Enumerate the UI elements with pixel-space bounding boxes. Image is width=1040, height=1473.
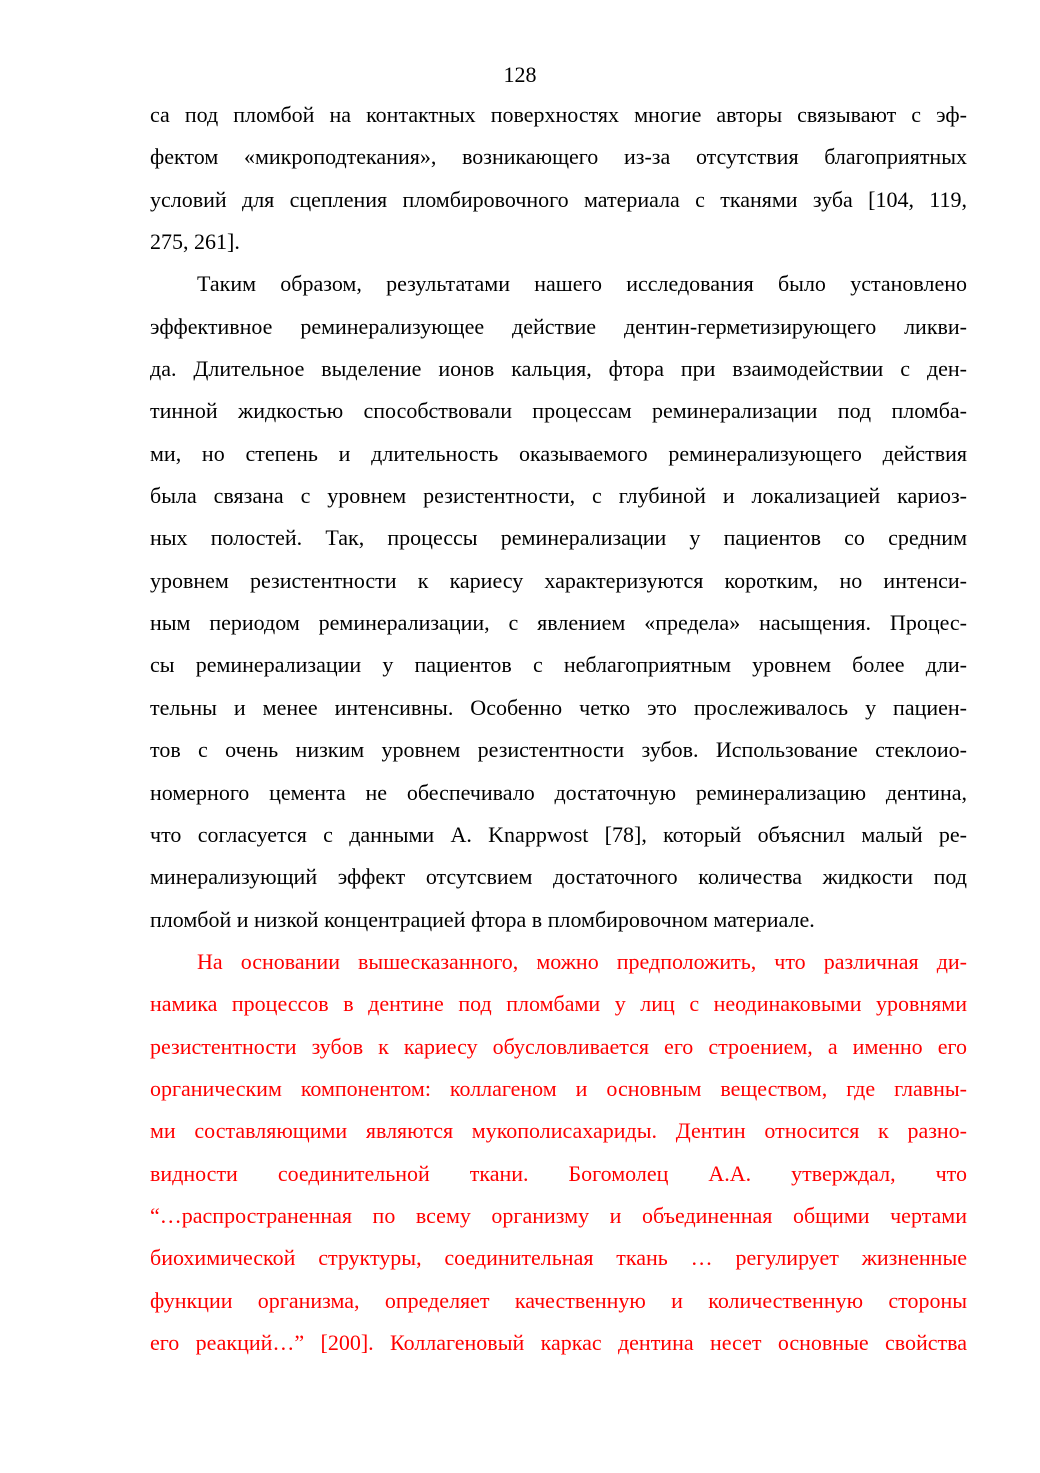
text-line: что согласуется с данными A. Knappwost [78], который объяснил малый ре- bbox=[150, 821, 967, 847]
text-line: ми составляющими являются мукополисахариды. Дентин относится к разно- bbox=[150, 1118, 967, 1144]
text-line: сы реминерализации у пациентов с неблагоприятным уровнем более дли- bbox=[150, 652, 967, 678]
text-line: намика процессов в дентине под пломбами у лиц с неодинаковыми уровнями bbox=[150, 991, 967, 1017]
text-line: ным периодом реминерализации, с явлением «предела» насыщения. Процес- bbox=[150, 610, 967, 636]
text-line: да. Длительное выделение ионов кальция, фтора при взаимодействии с ден- bbox=[150, 356, 967, 382]
text-line: са под пломбой на контактных поверхностях многие авторы связывают с эф- bbox=[150, 102, 967, 127]
text-line: ми, но степень и длительность оказываемого реминерализующего действия bbox=[150, 440, 967, 466]
text-line: тов с очень низким уровнем резистентности зубов. Использование стеклоио- bbox=[150, 737, 967, 763]
text-line: На основании вышесказанного, можно предположить, что различная ди- bbox=[197, 948, 967, 974]
text-line: 275, 261]. bbox=[150, 229, 240, 255]
text-line: номерного цемента не обеспечивало достаточную реминерализацию дентина, bbox=[150, 779, 967, 805]
paragraph-2 bbox=[150, 263, 967, 941]
body-text bbox=[150, 94, 967, 1364]
paragraph-1 bbox=[150, 94, 967, 263]
text-line: тинной жидкостью способствовали процессам реминерализации под пломба- bbox=[150, 398, 967, 424]
text-line: уровнем резистентности к кариесу характеризуются коротким, но интенси- bbox=[150, 567, 967, 593]
text-line: “…распространенная по всему организму и объединенная общими чертами bbox=[150, 1202, 967, 1228]
text-line: условий для сцепления пломбировочного материала с тканями зуба [104, 119, bbox=[150, 186, 967, 212]
text-line: органическим компонентом: коллагеном и основным веществом, где главны- bbox=[150, 1075, 967, 1101]
text-line: пломбой и низкой концентрацией фтора в пломбировочном материале. bbox=[150, 906, 815, 932]
text-line: функции организма, определяет качественную и количественную стороны bbox=[150, 1287, 967, 1313]
text-line: была связана с уровнем резистентности, с глубиной и локализацией кариоз- bbox=[150, 483, 967, 509]
text-line: его реакций…” [200]. Коллагеновый каркас дентина несет основные свойства bbox=[150, 1329, 967, 1355]
text-line: фектом «микроподтекания», возникающего из-за отсутствия благоприятных bbox=[150, 144, 967, 170]
text-line: эффективное реминерализующее действие дентин-герметизирующего ликви- bbox=[150, 313, 967, 339]
text-line: видности соединительной ткани. Богомолец А.А. утверждал, что bbox=[150, 1160, 967, 1186]
text-line: биохимической структуры, соединительная ткань … регулирует жизненные bbox=[150, 1245, 967, 1271]
page-number: 128 bbox=[503, 62, 537, 87]
text-line: Таким образом, результатами нашего исследования было установлено bbox=[197, 271, 967, 297]
text-line: минерализующий эффект отсутсвием достаточного количества жидкости под bbox=[150, 864, 967, 890]
text-line: тельны и менее интенсивны. Особенно четко это прослеживалось у пациен- bbox=[150, 694, 967, 720]
paragraph-3-highlighted bbox=[150, 941, 967, 1364]
text-line: ных полостей. Так, процессы реминерализации у пациентов со средним bbox=[150, 525, 967, 551]
text-line: резистентности зубов к кариесу обусловливается его строением, а именно его bbox=[150, 1033, 967, 1059]
